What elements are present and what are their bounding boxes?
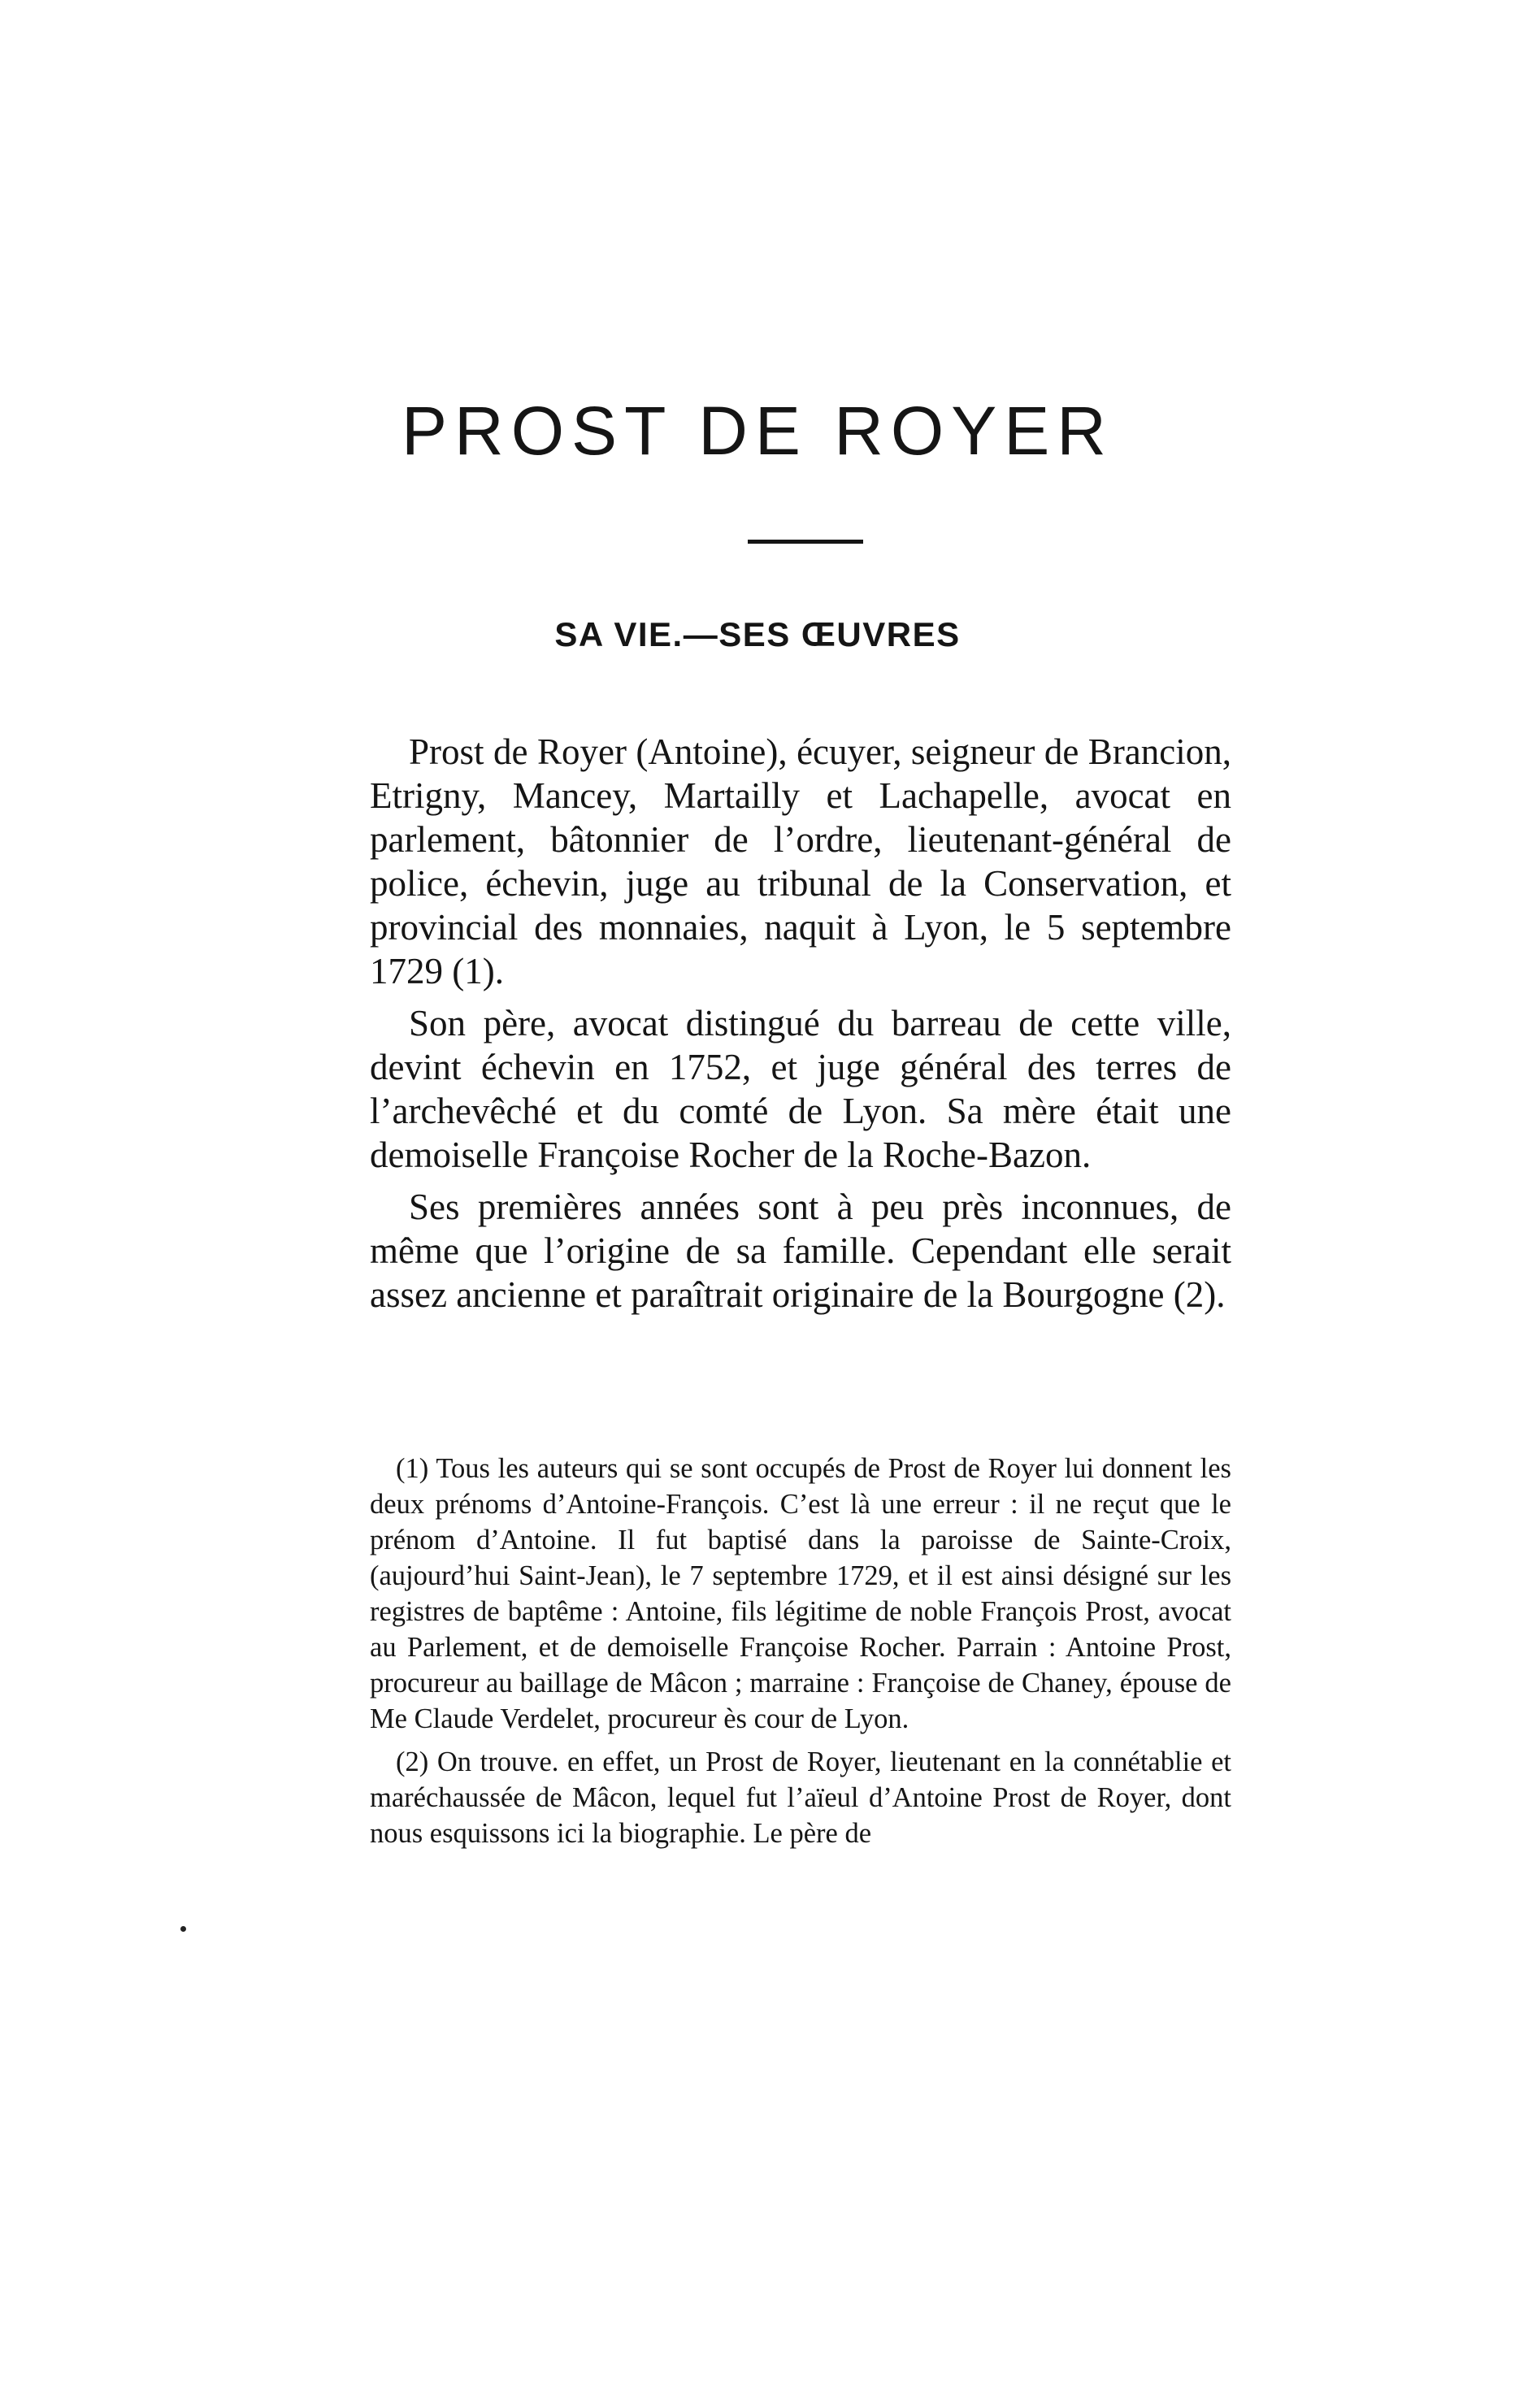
paragraph-3: Ses premières années sont à peu près inconnues, de même que l’origine de sa famille. Cependant elle serait assez ancienne et paraîtrait originaire de la Bourgogne (2). xyxy=(370,1187,1231,1315)
footnotes xyxy=(370,1451,1231,1859)
paragraph-2: Son père, avocat distingué du barreau de cette ville, devint échevin en 1752, et juge général des terres de l’archevêché et du comté de Lyon. Sa mère était une demoiselle Françoise Rocher de la Roche-Bazon. xyxy=(370,1003,1231,1175)
footnote-1: (1) Tous les auteurs qui se sont occupés de Prost de Royer lui donnent les deux prénoms d’Antoine-François. C’est là une erreur : il ne reçut que le prénom d’Antoine. Il fut baptisé dans la paroisse de Sainte-Croix, (aujourd’hui Saint-Jean), le 7 septembre 1729, et il est ainsi désigné sur les registres de baptême : Antoine, fils légitime de noble François Prost, avocat au Parlement, et de demoiselle Françoise Rocher. Parrain : Antoine Prost, procureur au baillage de Mâcon ; marraine : Françoise de Chaney, épouse de Me Claude Verdelet, procureur ès cour de Lyon. xyxy=(370,1453,1231,1734)
page-title: PROST DE ROYER xyxy=(402,393,1113,469)
title-divider xyxy=(748,540,863,544)
main-text xyxy=(370,730,1231,1325)
section-subtitle: SA VIE.—SES ŒUVRES xyxy=(554,615,961,653)
footnote-2: (2) On trouve. en effet, un Prost de Royer, lieutenant en la connétablie et maréchaussée de Mâcon, lequel fut l’aïeul d’Antoine Prost de Royer, dont nous esquissons ici la biographie. Le père de xyxy=(370,1746,1231,1849)
page-speck xyxy=(180,1926,186,1932)
paragraph-1: Prost de Royer (Antoine), écuyer, seigneur de Brancion, Etrigny, Mancey, Martailly et Lachapelle, avocat en parlement, bâtonnier de l’ordre, lieutenant-général de police, échevin, juge au tribunal de la Conservation, et provincial des monnaies, naquit à Lyon, le 5 septembre 1729 (1). xyxy=(370,731,1231,991)
